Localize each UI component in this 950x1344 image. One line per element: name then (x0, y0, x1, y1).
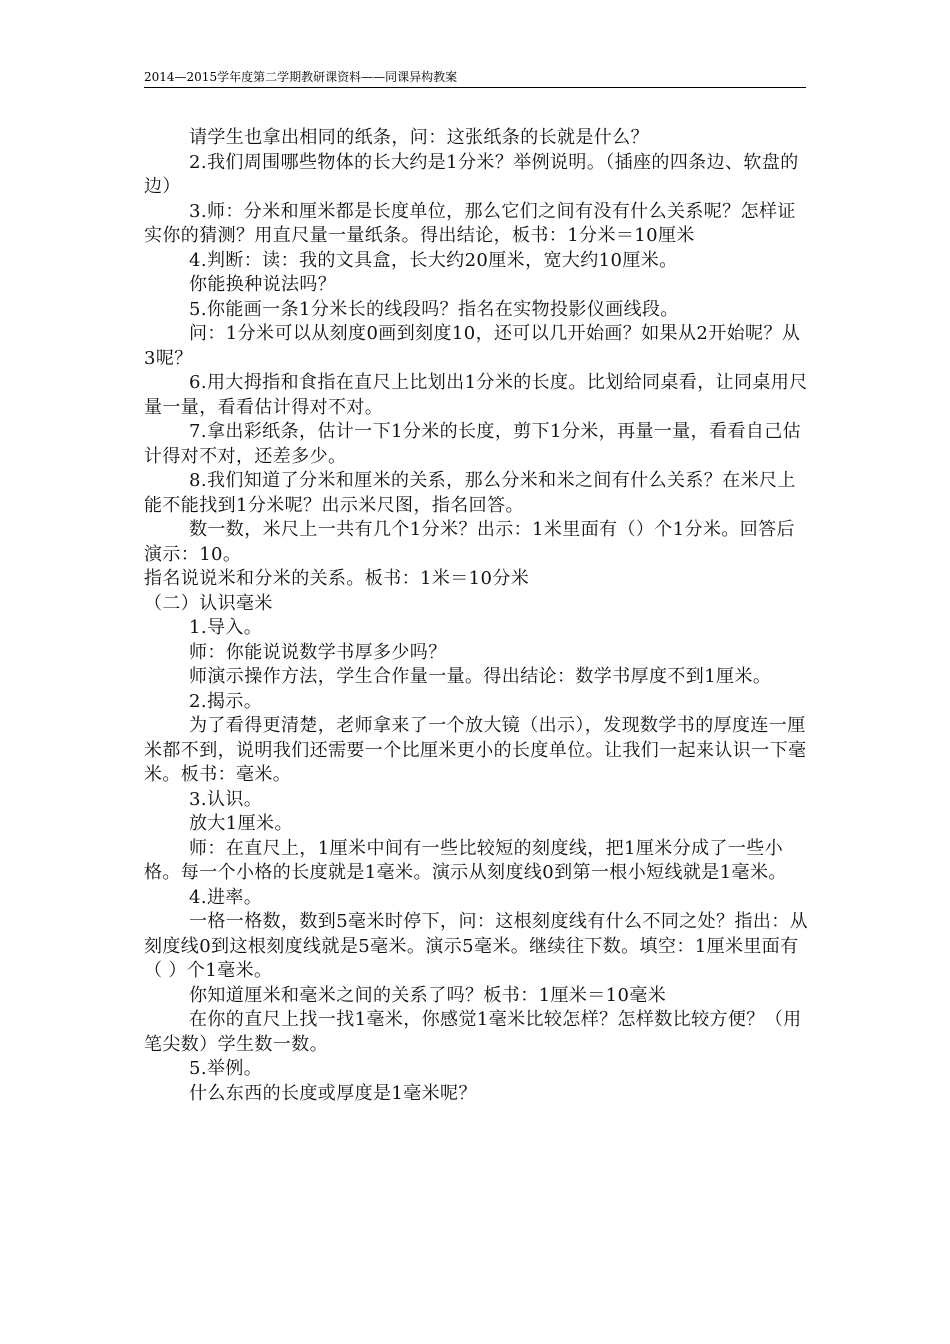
paragraph: 6.用大拇指和食指在直尺上比划出1分米的长度。比划给同桌看，让同桌用尺量一量，看看估计得对不对。 (144, 372, 808, 418)
paragraph: 1.导入。 (189, 617, 263, 638)
paragraph: 数一数，米尺上一共有几个1分米？出示：1米里面有（）个1分米。回答后演示：10。 (144, 519, 795, 565)
document-body (144, 126, 809, 1106)
paragraph: 指名说说米和分米的关系。板书：1米＝10分米 (144, 568, 530, 589)
paragraph: 5.你能画一条1分米长的线段吗？指名在实物投影仪画线段。 (189, 298, 679, 320)
paragraph: 4.进率。 (189, 886, 263, 908)
paragraph: 问：1分米可以从刻度0画到刻度10，还可以几开始画？如果从2开始呢？从3呢？ (144, 323, 801, 369)
header-text: 2014—2015学年度第二学期教研课资料——同课异构教案 (144, 70, 458, 84)
paragraph: 3.师：分米和厘米都是长度单位，那么它们之间有没有什么关系呢？怎样证实你的猜测？用直尺量一量纸条。得出结论，板书：1分米＝10厘米 (144, 200, 796, 246)
paragraph: 8.我们知道了分米和厘米的关系，那么分米和米之间有什么关系？在米尺上能不能找到1分米呢？出示米尺图，指名回答。 (144, 470, 796, 516)
page-header (144, 68, 806, 88)
paragraph: 师：你能说说数学书厚多少吗？ (189, 641, 447, 663)
paragraph: 在你的直尺上找一找1毫米，你感觉1毫米比较怎样？怎样数比较方便？（用笔尖数）学生数一数。 (144, 1009, 802, 1055)
header-rule (144, 87, 806, 88)
paragraph: 请学生也拿出相同的纸条，问：这张纸条的长就是什么？ (189, 127, 649, 148)
paragraph: 你知道厘米和毫米之间的关系了吗？板书：1厘米＝10毫米 (189, 984, 667, 1006)
section-heading: （二）认识毫米 (144, 592, 273, 614)
paragraph: 3.认识。 (189, 788, 263, 810)
paragraph: 放大1厘米。 (189, 813, 293, 834)
paragraph: 你能换种说法吗？ (189, 274, 337, 295)
paragraph: 4.判断：读：我的文具盒，长大约20厘米，宽大约10厘米。 (189, 249, 678, 271)
paragraph: 师：在直尺上，1厘米中间有一些比较短的刻度线，把1厘米分成了一些小格。每一个小格的长度就是1毫米。演示从刻度线0到第一根小短线就是1毫米。 (144, 837, 787, 883)
paragraph: 师演示操作方法，学生合作量一量。得出结论：数学书厚度不到1厘米。 (189, 666, 772, 687)
paragraph: 2.我们周围哪些物体的长大约是1分米？举例说明。（插座的四条边、软盘的边） (144, 151, 799, 197)
paragraph: 一格一格数，数到5毫米时停下，问：这根刻度线有什么不同之处？指出：从刻度线0到这根刻度线就是5毫米。演示5毫米。继续往下数。填空：1厘米里面有（ ）个1毫米。 (144, 911, 809, 981)
paragraph: 为了看得更清楚，老师拿来了一个放大镜（出示），发现数学书的厚度连一厘米都不到，说明我们还需要一个比厘米更小的长度单位。让我们一起来认识一下毫米。板书：毫米。 (144, 715, 807, 785)
paragraph: 什么东西的长度或厚度是1毫米呢？ (189, 1082, 477, 1104)
paragraph: 7.拿出彩纸条，估计一下1分米的长度，剪下1分米，再量一量，看看自己估计得对不对，还差多少。 (144, 421, 802, 467)
paragraph: 5.举例。 (189, 1058, 263, 1079)
paragraph: 2.揭示。 (189, 690, 263, 712)
